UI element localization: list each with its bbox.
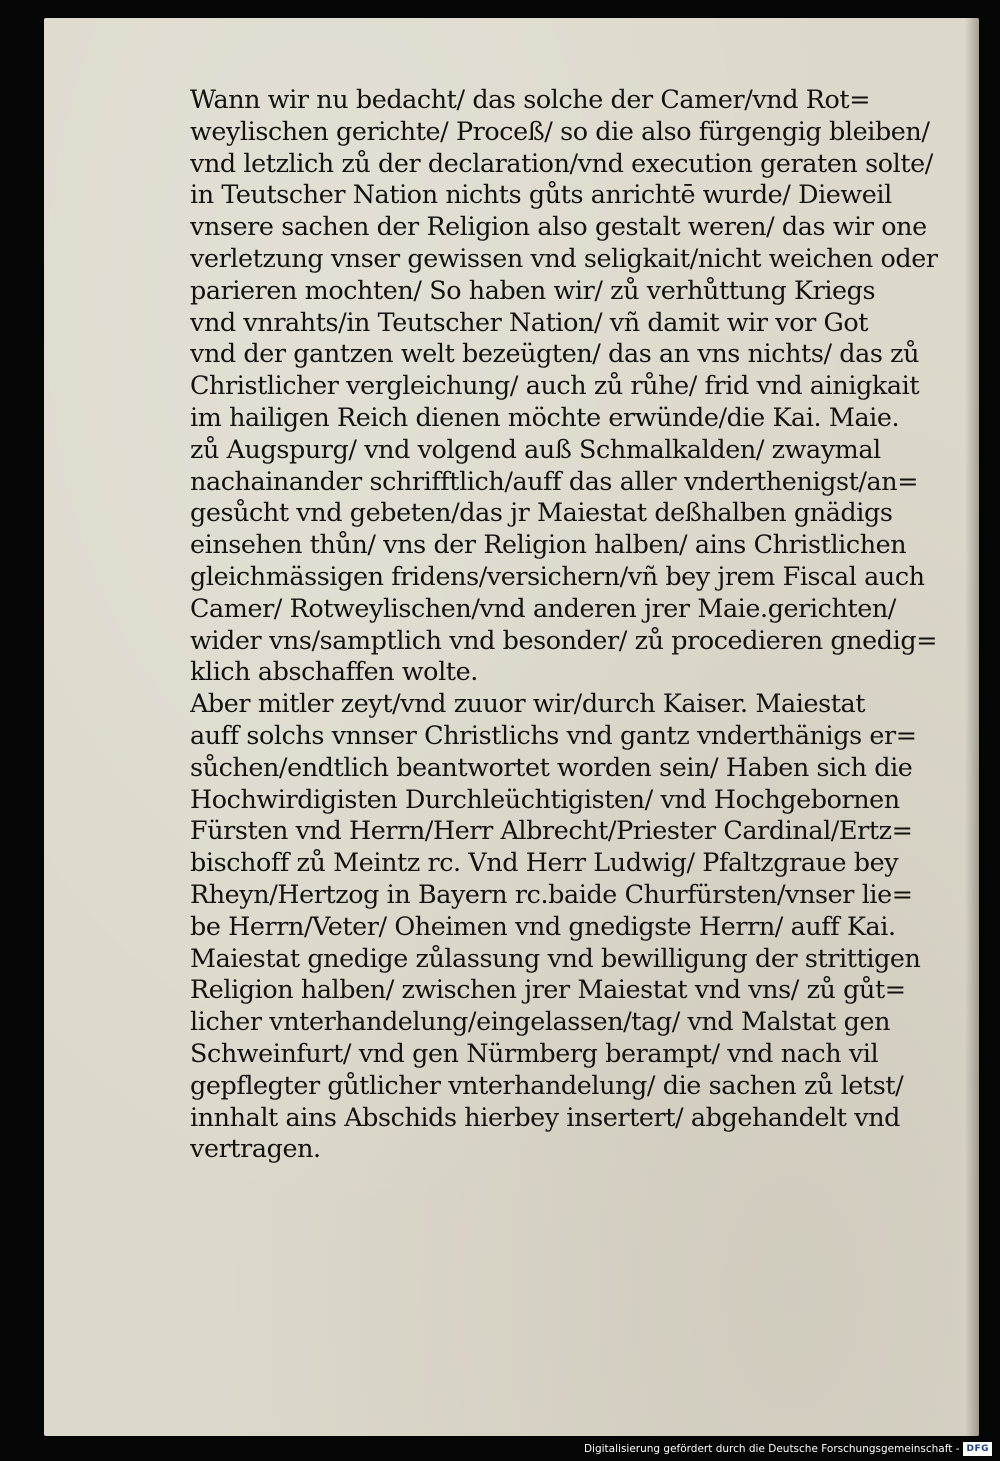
text-line: verletzung vnser gewissen vnd seligkait/nicht weichen oder (190, 242, 938, 273)
text-line: vertragen. (190, 1133, 321, 1164)
text-line: zů Augspurg/ vnd volgend auß Schmalkalden/ zwaymal (190, 433, 881, 464)
text-line: im hailigen Reich dienen möchte erwünde/die Kai. Maie. (190, 401, 900, 432)
text-line: Religion halben/ zwischen jrer Maiestat vnd vns/ zů gůt= (190, 974, 906, 1005)
text-line: Wann wir nu bedacht/ das solche der Camer/vnd Rot= (190, 84, 871, 114)
text-line: weylischen gerichte/ Proceß/ so die also fürgengig bleiben/ (190, 115, 930, 146)
text-line: vnsere sachen der Religion also gestalt weren/ das wir one (190, 211, 927, 242)
text-line: Hochwirdigisten Durchleüchtigisten/ vnd Hochgebornen (190, 783, 900, 814)
text-line: sůchen/endtlich beantwortet worden sein/ Haben sich die (190, 751, 913, 782)
text-line: auff solchs vnnser Christlichs vnd gantz vnderthänigs er= (190, 719, 917, 750)
text-line: Fürsten vnd Herrn/Herr Albrecht/Priester Cardinal/Ertz= (190, 815, 913, 846)
text-line: Rheyn/Hertzog in Bayern rc.baide Churfürsten/vnser lie= (190, 878, 913, 909)
dfg-logo-icon[interactable]: DFG (963, 1442, 992, 1456)
text-line: be Herrn/Veter/ Oheimen vnd gnedigste Herrn/ auff Kai. (190, 910, 896, 941)
text-line: Christlicher vergleichung/ auch zů růhe/ frid vnd ainigkait (190, 370, 920, 401)
text-line: Schweinfurt/ vnd gen Nürmberg berampt/ vnd nach vil (190, 1037, 879, 1068)
text-line: Camer/ Rotweylischen/vnd anderen jrer Maie.gerichten/ (190, 592, 896, 623)
text-line: vnd der gantzen welt bezeügten/ das an vns nichts/ das zů (190, 338, 920, 369)
page-text (190, 84, 980, 1165)
text-line: parieren mochten/ So haben wir/ zů verhůttung Kriegs (190, 274, 876, 305)
digitization-credit (584, 1440, 992, 1458)
text-line: gleichmässigen fridens/versichern/vñ bey jrem Fiscal auch (190, 560, 925, 591)
text-line: vnd vnrahts/in Teutscher Nation/ vñ damit wir vor Got (190, 306, 869, 337)
text-line: einsehen thůn/ vns der Religion halben/ ains Christlichen (190, 529, 907, 560)
text-line: gepflegter gůtlicher vnterhandelung/ die sachen zů letst/ (190, 1069, 904, 1100)
text-line: vnd letzlich zů der declaration/vnd execution geraten solte/ (190, 147, 933, 178)
text-line: wider vns/samptlich vnd besonder/ zů procedieren gnedig= (190, 624, 938, 655)
text-line: licher vnterhandelung/eingelassen/tag/ vnd Malstat gen (190, 1006, 891, 1037)
text-line: in Teutscher Nation nichts gůts anrichtē wurde/ Dieweil (190, 179, 892, 210)
text-line: nachainander schrifftlich/auff das aller vnderthenigst/an= (190, 465, 919, 496)
text-line: bischoff zů Meintz rc. Vnd Herr Ludwig/ Pfaltzgraue bey (190, 847, 899, 878)
text-line: Maiestat gnedige zůlassung vnd bewilligung der strittigen (190, 942, 921, 973)
text-line: gesůcht vnd gebeten/das jr Maiestat deßhalben gnädigs (190, 497, 893, 528)
book-page (44, 18, 979, 1436)
text-line: Aber mitler zeyt/vnd zuuor wir/durch Kaiser. Maiestat (190, 688, 866, 719)
credit-text: Digitalisierung gefördert durch die Deutsche Forschungsgemeinschaft - (583, 1443, 960, 1455)
text-line: innhalt ains Abschids hierbey insertert/ abgehandelt vnd (190, 1101, 901, 1132)
text-line: klich abschaffen wolte. (190, 656, 478, 687)
